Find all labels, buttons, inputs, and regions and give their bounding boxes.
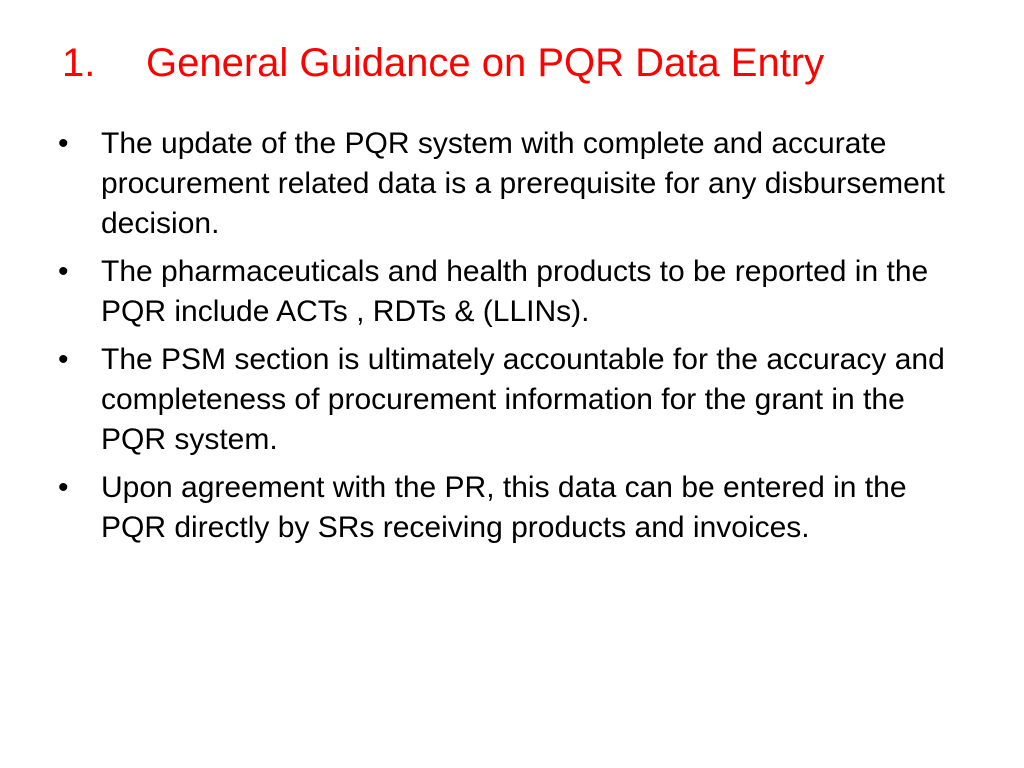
- bullet-icon: •: [58, 343, 69, 376]
- bullet-list: [58, 124, 964, 556]
- bullet-text: The pharmaceuticals and health products to be reported in the PQR include ACTs , RDTs & (LLINs).: [101, 255, 929, 328]
- bullet-icon: •: [58, 255, 69, 288]
- title-number: 1.: [62, 41, 96, 85]
- bullet-icon: •: [58, 127, 69, 160]
- bullet-item: [58, 340, 964, 460]
- bullet-text: The PSM section is ultimately accountable for the accuracy and completeness of procurement information for the grant in the PQR system.: [101, 343, 945, 456]
- bullet-text: Upon agreement with the PR, this data can be entered in the PQR directly by SRs receiving products and invoices.: [101, 471, 907, 544]
- title-text: General Guidance on PQR Data Entry: [146, 41, 825, 85]
- slide-title: [62, 38, 982, 88]
- bullet-item: [58, 252, 964, 332]
- bullet-item: [58, 468, 964, 548]
- bullet-text: The update of the PQR system with complete and accurate procurement related data is a prerequisite for any disbursement decision.: [101, 127, 945, 240]
- bullet-icon: •: [58, 471, 69, 504]
- bullet-item: [58, 124, 964, 244]
